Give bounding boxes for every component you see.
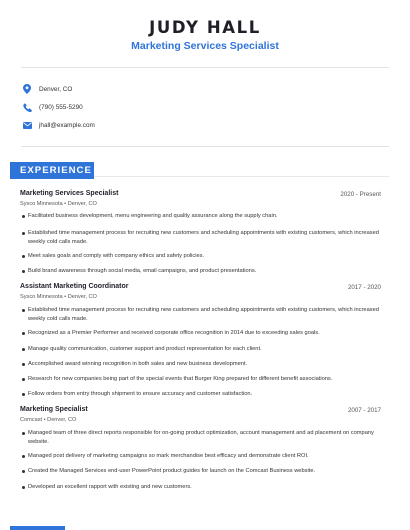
envelope-icon	[22, 120, 32, 130]
job-title: Marketing Services Specialist	[20, 190, 119, 197]
job-title: Marketing Specialist	[20, 406, 88, 413]
bullet-text: Follow orders from entry through shipment to ensure accuracy and customer satisfaction.	[28, 391, 253, 397]
bullet-dot	[22, 309, 25, 312]
job-dates: 2007 - 2017	[347, 407, 381, 414]
map-pin-icon	[22, 84, 32, 94]
divider	[21, 67, 389, 68]
bullet-text: Recognized as a Premier Performer and received corporate office recognition in 2014 due to exceeding sales goals.	[28, 330, 320, 336]
job-dates: 2020 - Present	[340, 191, 381, 198]
contact-location	[22, 83, 72, 95]
company-name: Comcast	[20, 417, 43, 423]
email-link[interactable]: jhall@example.com	[39, 121, 95, 129]
bullet-dot	[22, 393, 25, 396]
bullet-dot	[22, 332, 25, 335]
bullet-dot	[22, 270, 25, 273]
bullet-text: Accomplished award winning recognition in both sales and new business development.	[28, 361, 248, 367]
job-company-line: Sysco Minnesota • Denver, CO	[20, 201, 97, 207]
next-section-bar	[10, 526, 65, 530]
bullet-text: Established time management process for recruiting new customers and scheduling appointments with existing customers, which increased weekly cold calls made.	[28, 307, 379, 322]
job-dates: 2017 - 2020	[347, 284, 381, 291]
bullet-dot	[22, 232, 25, 235]
divider	[21, 146, 389, 147]
job-company-line: Comcast • Denver, CO	[20, 417, 77, 423]
contact-email	[22, 119, 95, 131]
bullet-dot	[22, 470, 25, 473]
bullet-dot	[22, 348, 25, 351]
bullet-text: Research for new companies being part of the special events that Burger King prepared for different benefit associations.	[28, 376, 333, 382]
bullet-text: Build brand awareness through social media, email campaigns, and product presentations.	[28, 268, 257, 274]
bullet-text: Developed an excellent rapport with existing and new customers.	[28, 484, 192, 490]
bullet-dot	[22, 432, 25, 435]
company-location: Denver, CO	[67, 294, 97, 300]
company-location: Denver, CO	[47, 417, 77, 423]
bullet-dot	[22, 378, 25, 381]
bullet-text: Facilitated business development, menu engineering and quality assurance along the supply chain.	[28, 213, 278, 219]
candidate-name: JUDY HALL	[149, 18, 261, 37]
company-location: Denver, CO	[67, 201, 97, 207]
bullet-text: Managed post delivery of marketing campaigns so mark merchandise best efficacy and demonstrate client ROI.	[28, 453, 309, 459]
company-name: Sysco Minnesota	[20, 294, 63, 300]
company-name: Sysco Minnesota	[20, 201, 63, 207]
bullet-dot	[22, 215, 25, 218]
job-company-line: Sysco Minnesota • Denver, CO	[20, 294, 97, 300]
bullet-dot	[22, 455, 25, 458]
bullet-text: Manage quality communication, customer support and product representation for each client.	[28, 346, 262, 352]
bullet-text: Established time management process for recruiting new customers and scheduling appointments with existing customers, which increased weekly cold calls made.	[28, 230, 379, 245]
phone-text: (790) 555-5290	[39, 103, 83, 111]
contact-phone	[22, 101, 83, 113]
section-underline	[94, 176, 389, 177]
bullet-dot	[22, 363, 25, 366]
job-title: Assistant Marketing Coordinator	[20, 283, 129, 290]
bullet-text: Meet sales goals and comply with company ethics and safety policies.	[28, 253, 205, 259]
bullet-text: Managed team of three direct reports responsible for on-going product optimization, account management and ad placement on company website.	[28, 430, 374, 445]
phone-icon	[22, 102, 32, 112]
experience-heading: EXPERIENCE	[10, 162, 94, 179]
bullet-dot	[22, 486, 25, 489]
bullet-dot	[22, 255, 25, 258]
candidate-title: Marketing Services Specialist	[131, 40, 279, 52]
bullet-text: Created the Managed Services end-user PowerPoint product guides for launch on the Comcast Business website.	[28, 468, 316, 474]
location-text: Denver, CO	[39, 85, 73, 93]
